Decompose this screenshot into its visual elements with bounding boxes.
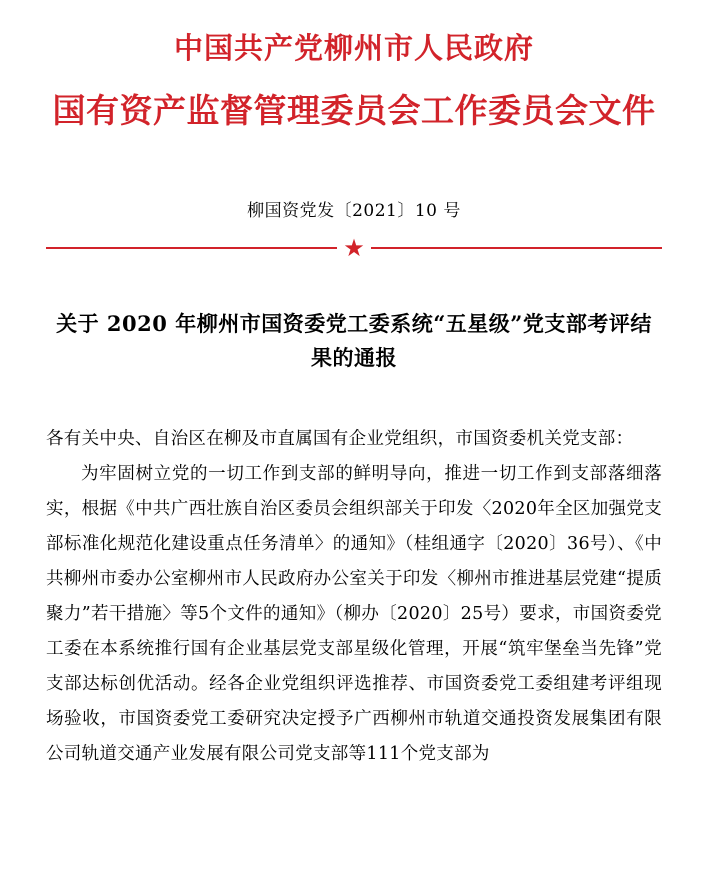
document-body [46,422,662,772]
page-title: 关于 2020 年柳州市国资委党工委系统“五星级”党支部考评结果的通报 [56,310,652,371]
star-icon: ★ [337,235,371,261]
masthead-line-1: 中国共产党柳州市人民政府 [173,31,534,65]
paragraph-salutation: 各有关中央、自治区在柳及市直属国有企业党组织，市国资委机关党支部： [46,428,634,449]
masthead-line-2: 国有资产监督管理委员会工作委员会文件 [52,91,656,131]
red-separator [46,233,662,263]
paragraph-main: 为牢固树立党的一切工作到支部的鲜明导向，推进一切工作到支部落细落实，根据《中共广西壮族自治区委员会组织部关于印发〈2020年全区加强党支部标准化规范化建设重点任务清单〉的通知》（桂组通字〔2020〕36号）、《中共柳州市委办公室柳州市人民政府办公室关于印发〈柳州市推进基层党建“提质聚力”若干措施〉等5个文件的通知》（柳办〔2020〕25号）要求，市国资委党工委在本系统推行国有企业基层党支部星级化管理，开展“筑牢堡垒当先锋”党支部达标创优活动。经各企业党组织评选推荐、市国资委党工委组建考评组现场验收，市国资委党工委研究决定授予广西柳州市轨道交通投资发展集团有限公司轨道交通产业发展有限公司党支部等111个党支部为 [46,463,662,764]
document-number: 柳国资党发〔2021〕10 号 [247,200,461,221]
masthead [46,0,662,132]
